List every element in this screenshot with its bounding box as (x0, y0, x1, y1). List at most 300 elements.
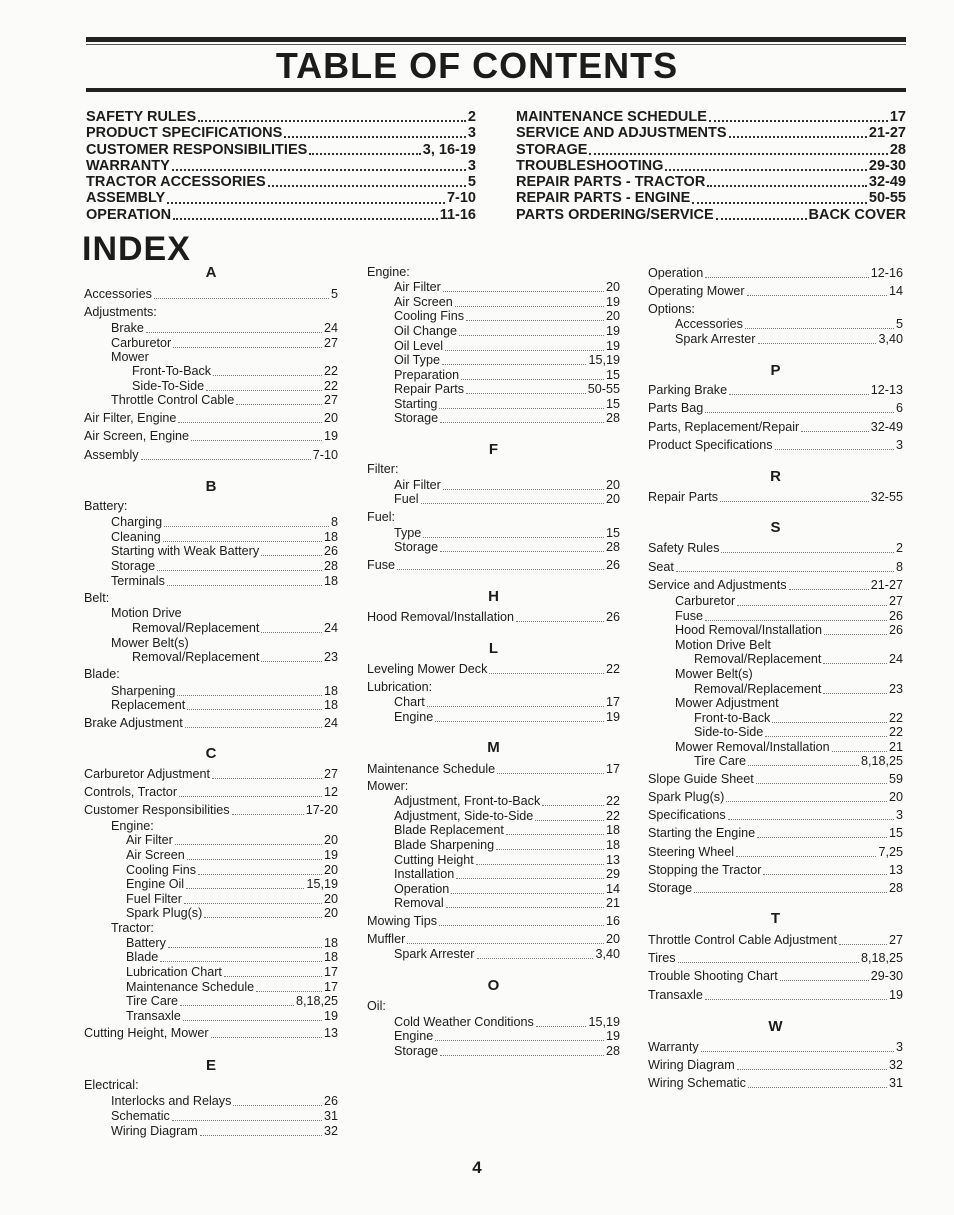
index-entry (394, 324, 620, 339)
index-entry-page: 17 (605, 695, 620, 709)
dot-leader (748, 1087, 887, 1088)
dot-leader (705, 620, 887, 621)
index-entry-page: 15 (888, 826, 903, 840)
index-entry-label: Accessories (84, 287, 152, 301)
index-entry-label: Cold Weather Conditions (394, 1015, 534, 1029)
toc-entry-page: BACK COVER (808, 206, 906, 223)
index-entry (132, 364, 338, 379)
index-entry (126, 906, 338, 921)
toc-entry (86, 158, 476, 174)
index-entry-label: Air Filter, Engine (84, 411, 177, 425)
index-entry-page: 32-49 (870, 420, 903, 434)
index-entry (648, 881, 903, 896)
index-entry (648, 401, 903, 416)
dot-leader (678, 962, 859, 963)
index-entry-label: Belt: (84, 591, 110, 605)
title-bottom-rule (86, 88, 906, 92)
index-entry-label: Engine (394, 1029, 434, 1043)
index-entry (675, 609, 903, 624)
index-entry (111, 1124, 338, 1139)
index-entry (111, 321, 338, 336)
dot-leader (157, 570, 322, 571)
index-entry-label: Fuse (367, 558, 395, 572)
dot-leader (187, 709, 322, 710)
index-entry (648, 863, 903, 878)
index-entry-label: Mowing Tips (367, 914, 437, 928)
index-entry (367, 762, 620, 777)
index-entry (367, 662, 620, 677)
index-entry (648, 826, 903, 841)
index-entry (84, 429, 338, 444)
index-entry-label: Safety Rules (648, 541, 720, 555)
index-entry (367, 914, 620, 929)
top-rule (86, 37, 906, 42)
index-entry (111, 1094, 338, 1109)
index-entry (111, 606, 338, 621)
index-entry-page: 20 (605, 309, 620, 323)
index-entry-label: Spark Arrester (675, 332, 756, 346)
index-entry-page: 22 (323, 379, 338, 393)
index-entry-page: 22 (888, 711, 903, 725)
index-entry (111, 921, 338, 936)
index-entry-page: 23 (888, 682, 903, 696)
index-entry-label: Blade (126, 950, 159, 964)
index-entry (394, 339, 620, 354)
index-entry-label: Repair Parts (394, 382, 464, 396)
toc-entry (516, 125, 906, 141)
index-entry-page: 27 (323, 767, 338, 781)
dot-leader (701, 1051, 894, 1052)
dot-leader (212, 778, 322, 779)
index-entry (648, 969, 903, 984)
index-entry-page: 20 (888, 790, 903, 804)
index-letter-heading: A (205, 264, 217, 281)
index-entry-page: 18 (605, 823, 620, 837)
index-entry (648, 1076, 903, 1091)
index-entry-page: 16 (605, 914, 620, 928)
index-entry-label: Leveling Mower Deck (367, 662, 488, 676)
index-entry (394, 896, 620, 911)
index-entry-label: Starting the Engine (648, 826, 756, 840)
dot-leader (455, 306, 604, 307)
toc-entry-label: PRODUCT SPECIFICATIONS (86, 125, 283, 142)
dot-leader (536, 1026, 587, 1027)
index-letter-heading: S (770, 519, 781, 536)
index-entry-label: Storage (394, 411, 439, 425)
index-entry-page: 3 (895, 808, 903, 822)
toc-entry-page: 3 (467, 125, 476, 142)
dot-leader (823, 693, 887, 694)
index-entry-page: 50-55 (587, 382, 620, 396)
dot-leader (748, 765, 859, 766)
index-entry-page: 20 (605, 280, 620, 294)
dot-leader (756, 783, 887, 784)
index-entry-page: 12 (323, 785, 338, 799)
toc-left-column (86, 109, 476, 223)
index-entry-label: Removal/Replacement (694, 652, 822, 666)
dot-leader (466, 393, 586, 394)
index-entry-page: 6 (895, 401, 903, 415)
index-entry-page: 28 (605, 411, 620, 425)
dot-leader (224, 976, 322, 977)
index-entry (694, 652, 903, 667)
index-entry (84, 499, 338, 514)
index-entry-page: 19 (605, 1029, 620, 1043)
index-entry-label: Starting with Weak Battery (111, 544, 260, 558)
index-entry-page: 28 (888, 881, 903, 895)
toc-entry-label: SAFETY RULES (86, 109, 197, 125)
index-entry-page: 8,18,25 (295, 994, 338, 1008)
index-entry (648, 284, 903, 299)
dot-leader (198, 120, 466, 122)
index-entry-label: Transaxle (126, 1009, 181, 1023)
dot-leader (175, 844, 322, 845)
index-entry (111, 350, 338, 365)
index-entry-label: Wiring Schematic (648, 1076, 746, 1090)
index-entry (648, 490, 903, 505)
index-entry-label: Spark Plug(s) (648, 790, 725, 804)
dot-leader (397, 569, 604, 570)
index-entry-page: 3 (895, 438, 903, 452)
toc-entry (516, 174, 906, 190)
toc-entry (516, 158, 906, 174)
index-entry-label: Oil Change (394, 324, 458, 338)
index-entry-label: Adjustment, Front-to-Back (394, 794, 541, 808)
dot-leader (173, 218, 438, 220)
index-entry-label: Sharpening (111, 684, 176, 698)
toc-entry-label: STORAGE (516, 141, 588, 158)
index-entry (367, 932, 620, 947)
toc-entry-page: 32-49 (868, 174, 906, 191)
index-entry (84, 767, 338, 782)
dot-leader (178, 422, 322, 423)
index-entry-page: 14 (888, 284, 903, 298)
index-entry (84, 1078, 338, 1093)
index-entry-page: 3,40 (878, 332, 903, 346)
index-entry-page: 31 (323, 1109, 338, 1123)
index-entry-page: 2 (895, 541, 903, 555)
index-entry-label: Wiring Diagram (648, 1058, 735, 1072)
index-entry-label: Oil Type (394, 353, 440, 367)
index-entry-page: 26 (605, 610, 620, 624)
index-entry-page: 18 (323, 950, 338, 964)
index-entry (648, 1058, 903, 1073)
index-entry (111, 819, 338, 834)
index-entry-page: 8,18,25 (860, 951, 903, 965)
index-entry-label: Tire Care (694, 754, 747, 768)
index-entry-label: Motion Drive (111, 606, 182, 620)
dot-leader (435, 721, 604, 722)
dot-leader (589, 153, 887, 155)
index-entry (367, 680, 620, 695)
index-entry (648, 988, 903, 1003)
index-letter-heading: O (487, 977, 500, 994)
index-entry-page: 26 (323, 1094, 338, 1108)
dot-leader (160, 961, 322, 962)
toc-entry-label: TROUBLESHOOTING (516, 157, 664, 174)
index-entry-page: 22 (605, 794, 620, 808)
index-entry-label: Stopping the Tractor (648, 863, 762, 877)
toc-entry-page: 2 (467, 109, 476, 125)
toc-entry-page: 11-16 (439, 206, 476, 223)
index-entry-label: Cutting Height (394, 853, 474, 867)
index-entry-page: 17 (323, 965, 338, 979)
index-entry (648, 772, 903, 787)
index-entry (367, 779, 620, 794)
index-entry (394, 853, 620, 868)
index-entry-label: Specifications (648, 808, 726, 822)
index-entry-label: Fuel Filter (126, 892, 182, 906)
index-entry-page: 28 (605, 540, 620, 554)
index-entry (648, 933, 903, 948)
index-entry-page: 28 (605, 1044, 620, 1058)
index-entry-label: Customer Responsibilities (84, 803, 230, 817)
index-entry-page: 21 (888, 740, 903, 754)
dot-leader (439, 408, 604, 409)
index-entry-page: 15,19 (588, 1015, 620, 1029)
index-entry-page: 15 (605, 368, 620, 382)
index-entry-page: 3 (895, 1040, 903, 1054)
dot-leader (692, 202, 867, 204)
index-entry (394, 411, 620, 426)
index-entry-label: Carburetor (675, 594, 736, 608)
index-entry (111, 559, 338, 574)
toc-entry-page: 50-55 (868, 190, 906, 207)
toc-entry-page: 29-30 (868, 157, 906, 174)
index-entry-page: 20 (323, 411, 338, 425)
index-entry-page: 18 (323, 936, 338, 950)
index-entry-page: 27 (888, 933, 903, 947)
index-entry-page: 28 (323, 559, 338, 573)
index-entry-label: Throttle Control Cable Adjustment (648, 933, 837, 947)
index-entry-page: 19 (323, 429, 338, 443)
dot-leader (451, 893, 604, 894)
index-entry-label: Installation (394, 867, 455, 881)
index-entry (394, 947, 620, 962)
dot-leader (765, 736, 887, 737)
index-entry (648, 383, 903, 398)
index-entry-page: 24 (888, 652, 903, 666)
index-entry-label: Storage (648, 881, 693, 895)
index-entry-page: 18 (605, 838, 620, 852)
index-entry (367, 462, 620, 477)
index-entry-label: Trouble Shooting Chart (648, 969, 778, 983)
dot-leader (665, 169, 866, 171)
dot-leader (172, 169, 466, 171)
index-title: INDEX (82, 230, 191, 268)
index-entry (126, 936, 338, 951)
toc-entry (86, 207, 476, 223)
index-letter-heading: T (770, 910, 781, 927)
dot-leader (839, 944, 887, 945)
index-entry-page: 19 (323, 848, 338, 862)
toc-entry-label: PARTS ORDERING/SERVICE (516, 206, 714, 223)
dot-leader (758, 343, 877, 344)
dot-leader (535, 820, 604, 821)
index-entry-page: 27 (888, 594, 903, 608)
index-entry (84, 803, 338, 818)
index-entry-label: Carburetor (111, 336, 172, 350)
index-entry-page: 22 (605, 809, 620, 823)
index-letter-heading: B (205, 478, 217, 495)
index-entry (675, 317, 903, 332)
index-entry (126, 833, 338, 848)
index-entry-page: 15,19 (306, 877, 338, 891)
dot-leader (443, 489, 604, 490)
index-entry (648, 302, 903, 317)
index-entry (111, 574, 338, 589)
dot-leader (233, 1105, 322, 1106)
dot-leader (716, 218, 807, 220)
dot-leader (461, 379, 604, 380)
index-entry-label: Side-To-Side (132, 379, 205, 393)
index-entry-label: Adjustments: (84, 305, 157, 319)
dot-leader (789, 589, 869, 590)
index-entry (126, 994, 338, 1009)
index-entry-label: Battery (126, 936, 166, 950)
index-entry-label: Motion Drive Belt (675, 638, 771, 652)
index-entry-page: 8,18,25 (860, 754, 903, 768)
index-entry-label: Steering Wheel (648, 845, 735, 859)
index-entry (111, 336, 338, 351)
toc-entry-label: ASSEMBLY (86, 190, 166, 207)
dot-leader (427, 706, 604, 707)
toc-entry-page: 5 (467, 174, 476, 191)
index-entry-page: 18 (323, 530, 338, 544)
dot-leader (163, 541, 322, 542)
toc-entry (516, 109, 906, 125)
index-entry-label: Options: (648, 302, 695, 316)
toc-entry-page: 3 (467, 157, 476, 174)
toc-entry-label: SERVICE AND ADJUSTMENTS (516, 125, 727, 142)
index-entry-page: 5 (895, 317, 903, 331)
index-entry-label: Type (394, 526, 422, 540)
dot-leader (168, 947, 322, 948)
dot-leader (173, 347, 322, 348)
index-entry-page: 19 (888, 988, 903, 1002)
index-entry-label: Chart (394, 695, 425, 709)
index-entry-page: 19 (605, 295, 620, 309)
index-entry-label: Cutting Height, Mower (84, 1026, 209, 1040)
dot-leader (705, 277, 868, 278)
dot-leader (309, 153, 420, 155)
index-entry-page: 18 (323, 698, 338, 712)
dot-leader (211, 1037, 322, 1038)
index-entry (648, 420, 903, 435)
index-entry-label: Fuel: (367, 510, 395, 524)
index-entry-label: Removal/Replacement (132, 621, 260, 635)
index-entry-label: Service and Adjustments (648, 578, 787, 592)
dot-leader (179, 796, 322, 797)
index-entry-page: 7,25 (878, 845, 903, 859)
index-entry (126, 848, 338, 863)
index-entry (132, 621, 338, 636)
index-entry-label: Blade Replacement (394, 823, 504, 837)
index-entry-page: 7-10 (312, 448, 338, 462)
index-letter-heading: L (488, 640, 499, 657)
index-entry (126, 1009, 338, 1024)
index-letter-heading: R (770, 468, 781, 485)
index-entry-page: 14 (605, 882, 620, 896)
dot-leader (489, 673, 604, 674)
index-letter-heading: M (487, 739, 500, 756)
index-entry-page: 31 (888, 1076, 903, 1090)
index-entry-page: 19 (323, 1009, 338, 1023)
toc-entry (86, 142, 476, 158)
index-entry (675, 638, 903, 653)
index-entry-label: Fuel (394, 492, 419, 506)
index-entry (367, 510, 620, 525)
index-entry-page: 12-13 (870, 383, 903, 397)
dot-leader (421, 503, 604, 504)
dot-leader (198, 874, 322, 875)
index-entry-label: Front-to-Back (694, 711, 771, 725)
toc-entry (86, 190, 476, 206)
index-entry-label: Engine Oil (126, 877, 185, 891)
dot-leader (676, 571, 894, 572)
index-entry (694, 725, 903, 740)
dot-leader (146, 332, 322, 333)
index-entry (648, 845, 903, 860)
index-entry-label: Air Screen (126, 848, 185, 862)
toc-entry-label: REPAIR PARTS - ENGINE (516, 190, 691, 207)
index-entry-label: Schematic (111, 1109, 170, 1123)
index-entry-label: Oil: (367, 999, 386, 1013)
index-entry (367, 999, 620, 1014)
index-letter-heading: H (488, 588, 499, 605)
index-entry (394, 492, 620, 507)
index-letter-heading: W (768, 1018, 783, 1035)
index-entry-page: 17 (323, 980, 338, 994)
index-entry (394, 809, 620, 824)
index-entry-page: 13 (605, 853, 620, 867)
dot-leader (775, 449, 894, 450)
dot-leader (206, 390, 322, 391)
index-entry (394, 368, 620, 383)
index-entry-label: Adjustment, Side-to-Side (394, 809, 534, 823)
index-entry (126, 877, 338, 892)
toc-entry-label: TRACTOR ACCESSORIES (86, 174, 266, 191)
toc-entry-label: OPERATION (86, 206, 172, 223)
dot-leader (445, 350, 604, 351)
index-entry-page: 15 (605, 526, 620, 540)
index-entry-page: 20 (605, 932, 620, 946)
index-entry (84, 785, 338, 800)
toc-entry (516, 142, 906, 158)
index-entry-page: 8 (895, 560, 903, 574)
index-entry-page: 18 (323, 574, 338, 588)
index-entry-label: Lubrication: (367, 680, 433, 694)
dot-leader (191, 440, 322, 441)
index-entry-page: 17 (605, 762, 620, 776)
index-entry-label: Air Screen, Engine (84, 429, 190, 443)
dot-leader (284, 136, 466, 138)
index-entry-page: 26 (323, 544, 338, 558)
index-entry-label: Accessories (675, 317, 743, 331)
index-entry-label: Cooling Fins (126, 863, 196, 877)
index-entry (675, 623, 903, 638)
index-entry (84, 448, 338, 463)
dot-leader (705, 412, 894, 413)
toc-right-column (516, 109, 906, 223)
index-entry-page: 26 (888, 623, 903, 637)
index-entry-page: 18 (323, 684, 338, 698)
toc-entry-label: WARRANTY (86, 157, 170, 174)
page-number: 4 (472, 1158, 482, 1177)
index-letter-heading: E (205, 1057, 216, 1074)
index-entry (648, 951, 903, 966)
index-entry-label: Assembly (84, 448, 139, 462)
